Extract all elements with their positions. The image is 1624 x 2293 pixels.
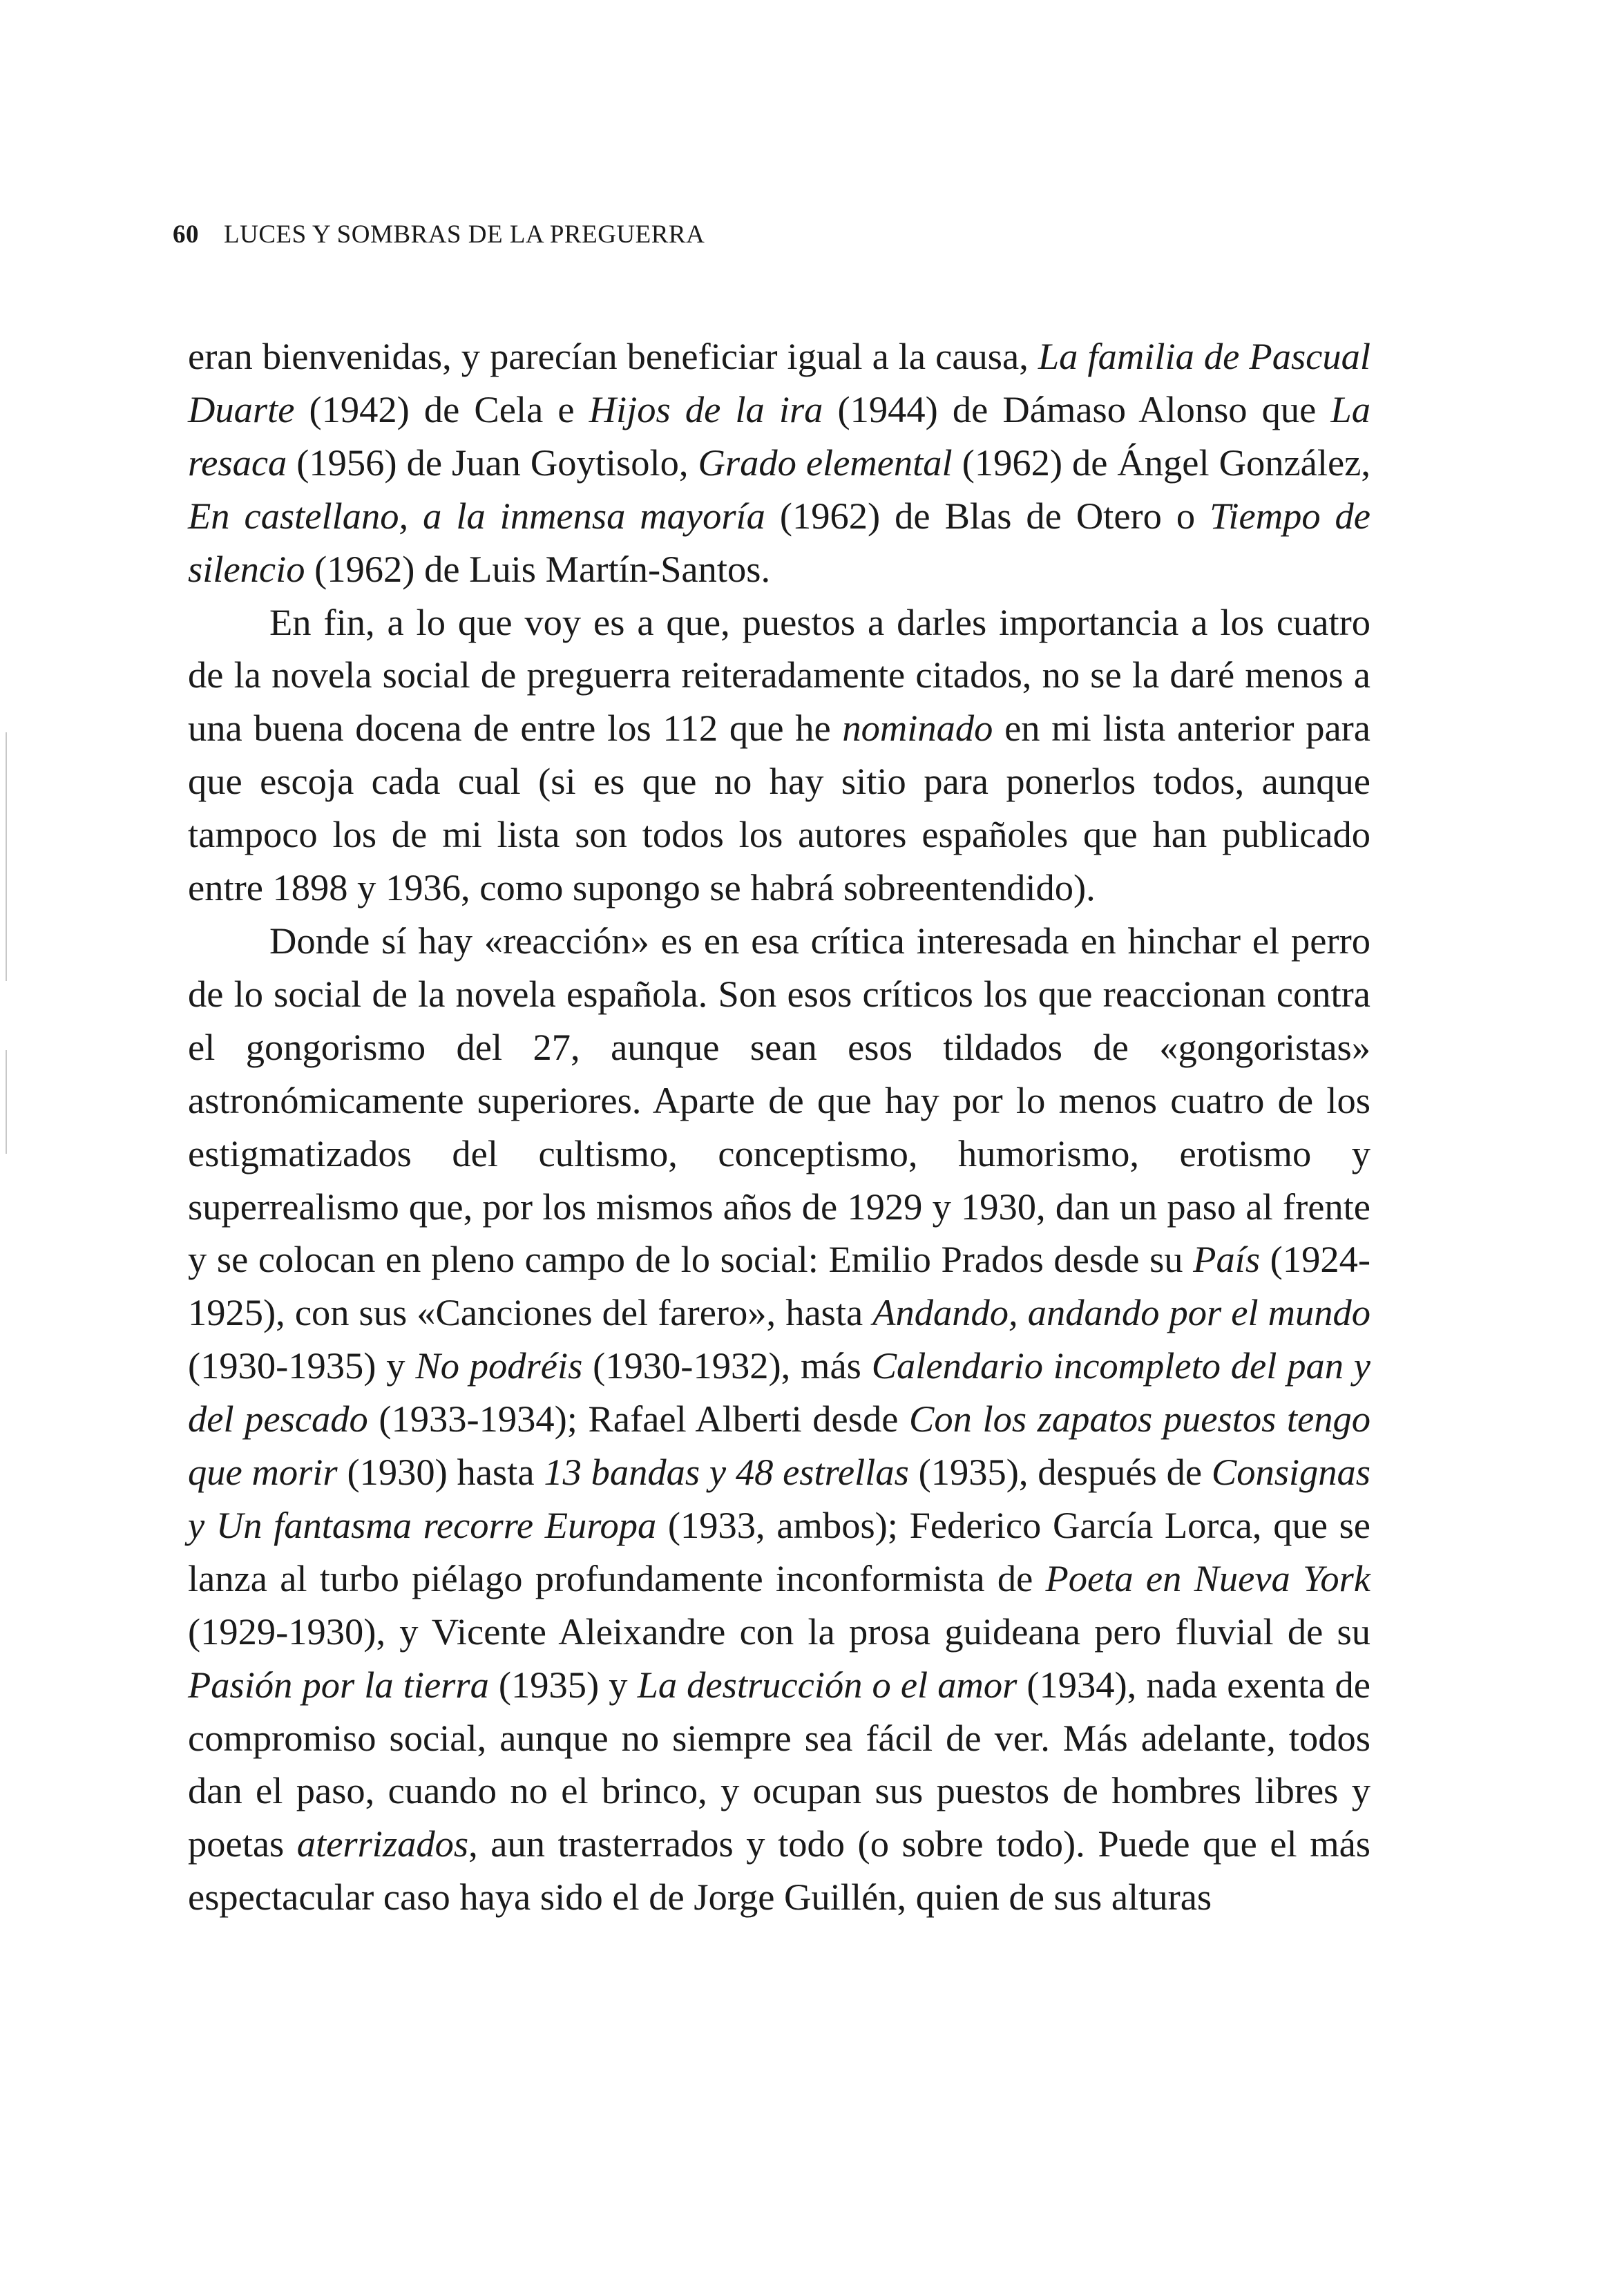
italic-title: 13 bandas y 48 estrellas [544,1451,909,1494]
text-run: (1942) de Cela e [294,388,589,430]
text-run: (1956) de Juan Goytisolo, [287,441,698,484]
paragraph [188,330,1370,596]
italic-title: Andando, andando por el mundo [872,1291,1370,1334]
italic-title: Con los zapatos puestos tengo que morir [188,1398,1370,1494]
italic-title: País [1193,1238,1261,1281]
text-run: (1935) y [488,1663,638,1706]
text-run: , aun trasterrados y todo (o sobre todo). Puede que el más espectacular caso haya sido el de Jorge Guillén, quien de sus alturas [188,1823,1370,1919]
text-run: (1933-1934); Rafael Alberti desde [367,1398,909,1440]
text-run: Donde sí hay «reacción» es en esa crítica interesada en hinchar el perro de lo social de la novela española. Son esos críticos los que reaccionan contra el gongorismo del 27, aunque sean esos tildados de «gongoristas» astronómicamente superiores. Aparte de que hay por lo menos cuatro de los estigmatizados del cultismo, conceptismo, humorismo, erotismo y superrealismo que, por los mismos años de 1929 y 1930, dan un paso al frente y se colocan en pleno campo de lo social: Emilio Prados desde su [188,919,1370,1281]
text-run: (1935), después de [908,1451,1212,1494]
scan-edge-mark [6,732,7,981]
text-run: (1930-1932), más [582,1344,872,1387]
italic-title: La familia de Pascual Duarte [188,335,1370,430]
page-number: 60 [173,220,199,249]
text-run: (1962) de Blas de Otero o [765,494,1210,537]
italic-title: aterrizados [296,1823,469,1865]
text-run: (1962) de Luis Martín-Santos. [305,547,771,590]
paragraph [188,596,1370,915]
paragraph [188,915,1370,1924]
italic-title: La destrucción o el amor [637,1663,1018,1706]
italic-title: Tiempo de silencio [188,494,1370,590]
text-run: (1933, ambos); Federico García Lorca, que se lanza al turbo piélago profundamente inconformista de [188,1503,1370,1599]
text-run: eran bienvenidas, y parecían beneficiar igual a la causa, [188,335,1038,377]
text-run: (1962) de Ángel González, [952,441,1371,484]
page-header [173,220,705,261]
text-run: (1929-1930), y Vicente Aleixandre con la prosa guideana pero fluvial de su [188,1610,1370,1653]
text-run: (1930-1935) y [188,1344,416,1387]
italic-title: La resaca [188,388,1370,484]
italic-title: Hijos de la ira [589,388,823,430]
italic-title: En castellano, a la inmensa mayoría [188,494,765,537]
text-run: (1944) de Dámaso Alonso que [823,388,1331,430]
text-run: en mi lista anterior para que escoja cada cual (si es que no hay sitio para ponerlos todos, aunque tampoco los de mi lista son todos los autores españoles que han publicado entre 1898 y 1936, como supongo se habrá sobreentendido). [188,707,1370,909]
text-run: (1924-1925), con sus «Canciones del farero», hasta [188,1238,1370,1334]
italic-title: Consignas y Un fantasma recorre Europa [188,1451,1371,1546]
text-run: (1930) hasta [337,1451,544,1494]
running-title: LUCES Y SOMBRAS DE LA PREGUERRA [224,220,705,249]
body-text [188,330,1370,1924]
italic-title: Poeta en Nueva York [1045,1557,1371,1599]
italic-title: Calendario incompleto del pan y del pescado [188,1344,1370,1440]
text-run: En fin, a lo que voy es a que, puestos a darles importancia a los cuatro de la novela social de preguerra reiteradamente citados, no se la daré menos a una buena docena de entre los 112 que he [188,600,1370,750]
italic-title: Pasión por la tierra [188,1663,489,1706]
italic-title: No podréis [415,1344,583,1387]
italic-title: Grado elemental [698,441,953,484]
scan-edge-mark [6,1050,7,1154]
italic-title: nominado [842,707,993,750]
text-run: (1934), nada exenta de compromiso social, aunque no siempre sea fácil de ver. Más adelante, todos dan el paso, cuando no el brinco, y ocupan sus puestos de hombres libres y poetas [188,1663,1370,1865]
